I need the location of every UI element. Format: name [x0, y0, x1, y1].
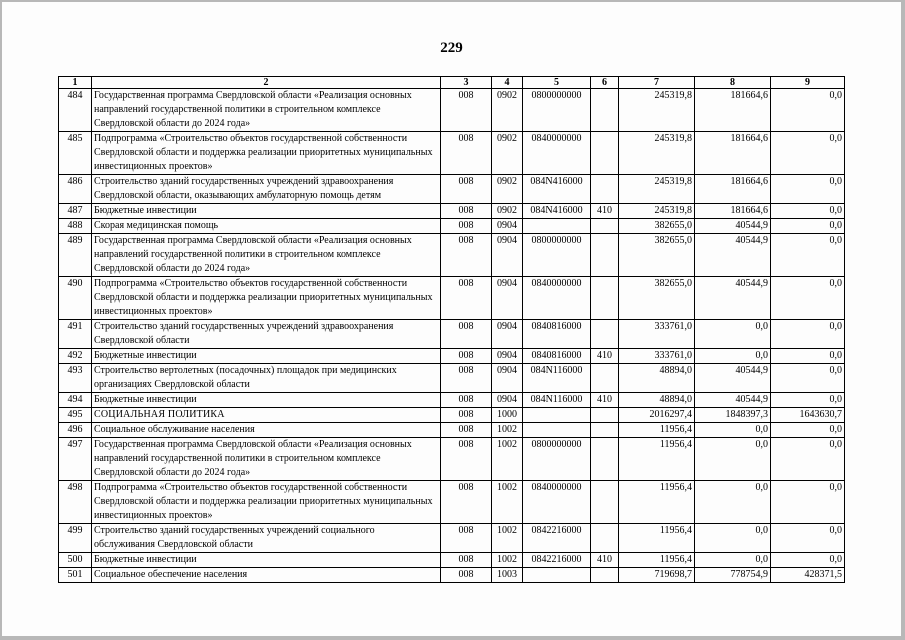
amount-year2-cell: 0,0 — [695, 438, 771, 481]
amount-year3-cell: 428371,5 — [771, 568, 845, 583]
target-article-cell — [523, 568, 591, 583]
amount-year1-cell: 245319,8 — [619, 132, 695, 175]
row-name-cell: Строительство вертолетных (посадочных) площадок при медицинских организациях Свердловской области — [92, 364, 441, 393]
expense-type-cell — [591, 438, 619, 481]
department-code-cell: 008 — [441, 132, 492, 175]
column-header: 6 — [591, 77, 619, 89]
department-code-cell: 008 — [441, 175, 492, 204]
section-code-cell: 0902 — [492, 175, 523, 204]
amount-year1-cell: 382655,0 — [619, 277, 695, 320]
amount-year3-cell: 0,0 — [771, 204, 845, 219]
amount-year2-cell: 40544,9 — [695, 234, 771, 277]
column-header: 1 — [59, 77, 92, 89]
amount-year1-cell: 719698,7 — [619, 568, 695, 583]
amount-year3-cell: 0,0 — [771, 219, 845, 234]
target-article-cell: 084N416000 — [523, 204, 591, 219]
row-number-cell: 499 — [59, 524, 92, 553]
amount-year3-cell: 1643630,7 — [771, 408, 845, 423]
row-number-cell: 491 — [59, 320, 92, 349]
expense-type-cell: 410 — [591, 393, 619, 408]
department-code-cell: 008 — [441, 219, 492, 234]
column-header: 9 — [771, 77, 845, 89]
section-code-cell: 1000 — [492, 408, 523, 423]
amount-year3-cell: 0,0 — [771, 438, 845, 481]
section-code-cell: 1002 — [492, 481, 523, 524]
amount-year1-cell: 48894,0 — [619, 364, 695, 393]
row-name-cell: Государственная программа Свердловской области «Реализация основных направлений государственной политики в строительном комплексе Свердловской области до 2024 года» — [92, 438, 441, 481]
row-name-cell: Бюджетные инвестиции — [92, 349, 441, 364]
amount-year3-cell: 0,0 — [771, 481, 845, 524]
section-code-cell: 0904 — [492, 364, 523, 393]
section-code-cell: 0902 — [492, 89, 523, 132]
amount-year3-cell: 0,0 — [771, 320, 845, 349]
amount-year3-cell: 0,0 — [771, 364, 845, 393]
table-row — [59, 219, 845, 234]
department-code-cell: 008 — [441, 408, 492, 423]
table-row — [59, 234, 845, 277]
department-code-cell: 008 — [441, 438, 492, 481]
section-code-cell: 0902 — [492, 204, 523, 219]
department-code-cell: 008 — [441, 277, 492, 320]
row-name-cell: Бюджетные инвестиции — [92, 553, 441, 568]
amount-year1-cell: 245319,8 — [619, 175, 695, 204]
target-article-cell: 0800000000 — [523, 89, 591, 132]
table-header-row — [59, 77, 845, 89]
row-name-cell: Государственная программа Свердловской области «Реализация основных направлений государственной политики в строительном комплексе Свердловской области до 2024 года» — [92, 89, 441, 132]
table-row — [59, 277, 845, 320]
table-row — [59, 481, 845, 524]
row-number-cell: 492 — [59, 349, 92, 364]
target-article-cell: 0840000000 — [523, 277, 591, 320]
table-row — [59, 553, 845, 568]
target-article-cell: 084N116000 — [523, 393, 591, 408]
target-article-cell: 0840000000 — [523, 132, 591, 175]
table-row — [59, 364, 845, 393]
expense-type-cell — [591, 423, 619, 438]
amount-year1-cell: 11956,4 — [619, 524, 695, 553]
table-row — [59, 423, 845, 438]
department-code-cell: 008 — [441, 524, 492, 553]
section-code-cell: 0904 — [492, 234, 523, 277]
amount-year3-cell: 0,0 — [771, 234, 845, 277]
expense-type-cell — [591, 481, 619, 524]
section-code-cell: 0904 — [492, 349, 523, 364]
target-article-cell: 084N416000 — [523, 175, 591, 204]
department-code-cell: 008 — [441, 89, 492, 132]
row-name-cell: Строительство зданий государственных учреждений здравоохранения Свердловской области — [92, 320, 441, 349]
row-name-cell: Государственная программа Свердловской области «Реализация основных направлений государственной политики в строительном комплексе Свердловской области до 2024 года» — [92, 234, 441, 277]
expense-type-cell — [591, 277, 619, 320]
page-number: 229 — [440, 40, 463, 56]
amount-year2-cell: 40544,9 — [695, 277, 771, 320]
department-code-cell: 008 — [441, 349, 492, 364]
row-number-cell: 496 — [59, 423, 92, 438]
section-code-cell: 0904 — [492, 277, 523, 320]
amount-year1-cell: 2016297,4 — [619, 408, 695, 423]
expense-type-cell: 410 — [591, 204, 619, 219]
table-row — [59, 175, 845, 204]
column-header: 8 — [695, 77, 771, 89]
expense-type-cell: 410 — [591, 553, 619, 568]
expense-type-cell — [591, 89, 619, 132]
section-code-cell: 1003 — [492, 568, 523, 583]
amount-year1-cell: 382655,0 — [619, 219, 695, 234]
row-number-cell: 488 — [59, 219, 92, 234]
amount-year1-cell: 333761,0 — [619, 349, 695, 364]
row-number-cell: 484 — [59, 89, 92, 132]
expense-type-cell — [591, 408, 619, 423]
table-row — [59, 408, 845, 423]
department-code-cell: 008 — [441, 423, 492, 438]
target-article-cell: 0840816000 — [523, 320, 591, 349]
amount-year3-cell: 0,0 — [771, 132, 845, 175]
department-code-cell: 008 — [441, 568, 492, 583]
expense-type-cell — [591, 524, 619, 553]
column-header: 2 — [92, 77, 441, 89]
row-name-cell: СОЦИАЛЬНАЯ ПОЛИТИКА — [92, 408, 441, 423]
target-article-cell: 0800000000 — [523, 234, 591, 277]
department-code-cell: 008 — [441, 320, 492, 349]
expense-type-cell — [591, 320, 619, 349]
target-article-cell — [523, 423, 591, 438]
expense-type-cell: 410 — [591, 349, 619, 364]
department-code-cell: 008 — [441, 364, 492, 393]
section-code-cell: 0904 — [492, 393, 523, 408]
row-name-cell: Бюджетные инвестиции — [92, 393, 441, 408]
target-article-cell: 084N116000 — [523, 364, 591, 393]
amount-year3-cell: 0,0 — [771, 553, 845, 568]
row-name-cell: Подпрограмма «Строительство объектов государственной собственности Свердловской области и поддержка реализации приоритетных муниципальных инвестиционных проектов» — [92, 481, 441, 524]
amount-year3-cell: 0,0 — [771, 277, 845, 320]
row-name-cell: Строительство зданий государственных учреждений социального обслуживания Свердловской области — [92, 524, 441, 553]
column-header: 5 — [523, 77, 591, 89]
amount-year1-cell: 245319,8 — [619, 89, 695, 132]
table-row — [59, 393, 845, 408]
amount-year3-cell: 0,0 — [771, 349, 845, 364]
amount-year3-cell: 0,0 — [771, 175, 845, 204]
section-code-cell: 0904 — [492, 219, 523, 234]
row-number-cell: 489 — [59, 234, 92, 277]
amount-year2-cell: 0,0 — [695, 553, 771, 568]
row-number-cell: 494 — [59, 393, 92, 408]
amount-year3-cell: 0,0 — [771, 393, 845, 408]
amount-year2-cell: 0,0 — [695, 349, 771, 364]
table-row — [59, 524, 845, 553]
amount-year1-cell: 11956,4 — [619, 438, 695, 481]
table-row — [59, 438, 845, 481]
row-number-cell: 493 — [59, 364, 92, 393]
row-name-cell: Бюджетные инвестиции — [92, 204, 441, 219]
budget-table — [58, 76, 845, 583]
table-row — [59, 204, 845, 219]
target-article-cell: 0840000000 — [523, 481, 591, 524]
amount-year1-cell: 333761,0 — [619, 320, 695, 349]
amount-year2-cell: 0,0 — [695, 320, 771, 349]
table-row — [59, 89, 845, 132]
target-article-cell — [523, 408, 591, 423]
department-code-cell: 008 — [441, 481, 492, 524]
amount-year2-cell: 40544,9 — [695, 219, 771, 234]
expense-type-cell — [591, 234, 619, 277]
row-name-cell: Подпрограмма «Строительство объектов государственной собственности Свердловской области и поддержка реализации приоритетных муниципальных инвестиционных проектов» — [92, 132, 441, 175]
row-number-cell: 500 — [59, 553, 92, 568]
section-code-cell: 1002 — [492, 553, 523, 568]
department-code-cell: 008 — [441, 204, 492, 219]
table-row — [59, 320, 845, 349]
row-name-cell: Строительство зданий государственных учреждений здравоохранения Свердловской области, оказывающих амбулаторную помощь детям — [92, 175, 441, 204]
row-name-cell: Подпрограмма «Строительство объектов государственной собственности Свердловской области и поддержка реализации приоритетных муниципальных инвестиционных проектов» — [92, 277, 441, 320]
row-number-cell: 497 — [59, 438, 92, 481]
table-row — [59, 132, 845, 175]
expense-type-cell — [591, 175, 619, 204]
section-code-cell: 1002 — [492, 423, 523, 438]
row-name-cell: Социальное обслуживание населения — [92, 423, 441, 438]
expense-type-cell — [591, 219, 619, 234]
section-code-cell: 0904 — [492, 320, 523, 349]
column-header: 7 — [619, 77, 695, 89]
section-code-cell: 1002 — [492, 438, 523, 481]
amount-year2-cell: 40544,9 — [695, 364, 771, 393]
row-number-cell: 495 — [59, 408, 92, 423]
target-article-cell: 0842216000 — [523, 553, 591, 568]
row-number-cell: 501 — [59, 568, 92, 583]
target-article-cell: 0800000000 — [523, 438, 591, 481]
row-number-cell: 498 — [59, 481, 92, 524]
amount-year2-cell: 181664,6 — [695, 89, 771, 132]
expense-type-cell — [591, 364, 619, 393]
amount-year1-cell: 11956,4 — [619, 423, 695, 438]
amount-year2-cell: 181664,6 — [695, 204, 771, 219]
amount-year2-cell: 40544,9 — [695, 393, 771, 408]
department-code-cell: 008 — [441, 553, 492, 568]
department-code-cell: 008 — [441, 393, 492, 408]
target-article-cell: 0840816000 — [523, 349, 591, 364]
amount-year1-cell: 11956,4 — [619, 481, 695, 524]
row-number-cell: 490 — [59, 277, 92, 320]
amount-year2-cell: 181664,6 — [695, 175, 771, 204]
target-article-cell: 0842216000 — [523, 524, 591, 553]
department-code-cell: 008 — [441, 234, 492, 277]
amount-year1-cell: 11956,4 — [619, 553, 695, 568]
table-row — [59, 568, 845, 583]
document-page — [2, 2, 901, 636]
target-article-cell — [523, 219, 591, 234]
amount-year1-cell: 48894,0 — [619, 393, 695, 408]
amount-year2-cell: 1848397,3 — [695, 408, 771, 423]
amount-year2-cell: 0,0 — [695, 423, 771, 438]
expense-type-cell — [591, 132, 619, 175]
section-code-cell: 1002 — [492, 524, 523, 553]
column-header: 4 — [492, 77, 523, 89]
row-number-cell: 487 — [59, 204, 92, 219]
amount-year3-cell: 0,0 — [771, 89, 845, 132]
amount-year2-cell: 181664,6 — [695, 132, 771, 175]
amount-year2-cell: 0,0 — [695, 481, 771, 524]
section-code-cell: 0902 — [492, 132, 523, 175]
amount-year1-cell: 245319,8 — [619, 204, 695, 219]
amount-year1-cell: 382655,0 — [619, 234, 695, 277]
amount-year2-cell: 0,0 — [695, 524, 771, 553]
amount-year3-cell: 0,0 — [771, 423, 845, 438]
expense-type-cell — [591, 568, 619, 583]
amount-year3-cell: 0,0 — [771, 524, 845, 553]
row-number-cell: 485 — [59, 132, 92, 175]
table-row — [59, 349, 845, 364]
amount-year2-cell: 778754,9 — [695, 568, 771, 583]
column-header: 3 — [441, 77, 492, 89]
row-name-cell: Скорая медицинская помощь — [92, 219, 441, 234]
row-name-cell: Социальное обеспечение населения — [92, 568, 441, 583]
row-number-cell: 486 — [59, 175, 92, 204]
